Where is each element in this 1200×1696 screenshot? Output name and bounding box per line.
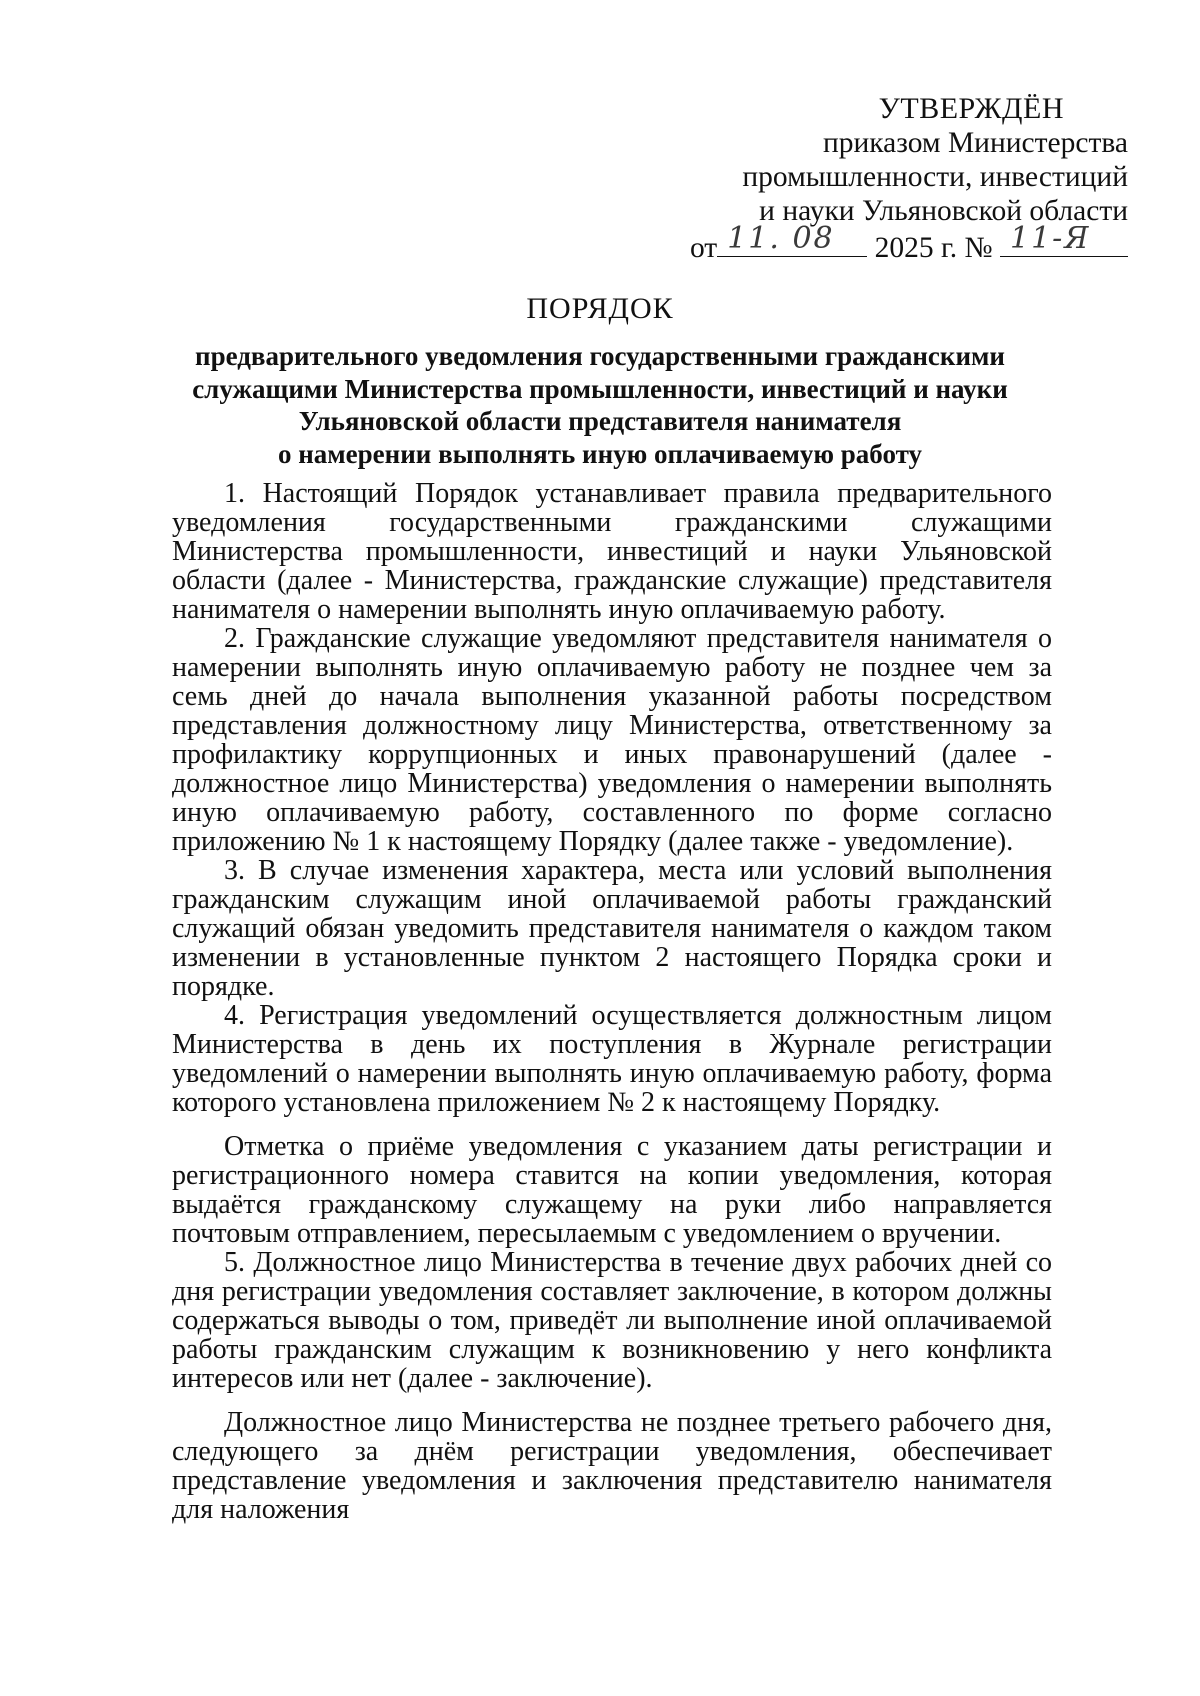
handwritten-number: 11-Я bbox=[1010, 221, 1091, 256]
date-prefix: от bbox=[689, 232, 718, 264]
paragraph-2: 2. Гражданские служащие уведомляют представителя нанимателя о намерении выполнять иную оплачиваемую работу не позднее чем за семь дней до начала выполнения указанной работы посредством представления должностному лицу Министерства, ответственному за профилактику коррупционных и иных правонарушений (далее - должностное лицо Министерства) уведомления о намерении выполнять иную оплачиваемую работу, составленного по форме согласно приложению № 1 к настоящему Порядку (далее также - уведомление). bbox=[172, 623, 1052, 857]
approval-stamp bbox=[658, 92, 1128, 265]
number-blank bbox=[1000, 221, 1128, 257]
year-text: 2025 г. № bbox=[874, 232, 993, 264]
title-subtitle-line: Ульяновской области представителя нанимателя bbox=[298, 406, 902, 436]
approval-line-3: и науки Ульяновской области bbox=[759, 195, 1128, 227]
approval-line-1: приказом Министерства bbox=[822, 127, 1128, 159]
approval-line-2: промышленности, инвестиций bbox=[742, 161, 1128, 193]
title-subtitle-line: служащими Министерства промышленности, инвестиций и науки bbox=[192, 373, 1008, 404]
paragraph-5-continuation: Должностное лицо Министерства не позднее третьего рабочего дня, следующего за днём регистрации уведомления, обеспечивает представление уведомления и заключения представителю нанимателя для наложения bbox=[172, 1407, 1052, 1525]
paragraph-4-mark: Отметка о приёме уведомления с указанием даты регистрации и регистрационного номера ставится на копии уведомления, которая выдаётся гражданскому служащему на руки либо направляется почтовым отправлением, пересылаемым с уведомлением о вручении. bbox=[172, 1131, 1052, 1249]
paragraph-4: 4. Регистрация уведомлений осуществляется должностным лицом Министерства в день их поступления в Журнале регистрации уведомлений о намерении выполнять иную оплачиваемую работу, форма которого установлена приложением № 2 к настоящему Порядку. bbox=[172, 1000, 1052, 1118]
approval-date-line bbox=[658, 221, 1128, 265]
date-blank bbox=[717, 221, 867, 257]
paragraph-1: 1. Настоящий Порядок устанавливает правила предварительного уведомления государственными гражданскими служащими Министерства промышленности, инвестиций и науки Ульяновской области (далее - Министерства, гражданские служащие) представителя нанимателя о намерении выполнять иную оплачиваемую работу. bbox=[172, 478, 1052, 625]
paragraph-5: 5. Должностное лицо Министерства в течение двух рабочих дней со дня регистрации уведомления составляет заключение, в котором должны содержаться выводы о том, приведёт ли выполнение иной оплачиваемой работы гражданским служащим к возникновению у него конфликта интересов или нет (далее - заключение). bbox=[172, 1247, 1052, 1394]
title-subtitle-line: предварительного уведомления государственными гражданскими bbox=[195, 341, 1005, 371]
paragraph-3: 3. В случае изменения характера, места или условий выполнения гражданским служащим иной оплачиваемой работы гражданский служащий обязан уведомить представителя нанимателя о каждом таком изменении в установленные пунктом 2 настоящего Порядка сроки и порядке. bbox=[172, 855, 1052, 1002]
document-body bbox=[172, 479, 1052, 1524]
title-heading: ПОРЯДОК bbox=[526, 292, 674, 325]
handwritten-date: 11. 08 bbox=[727, 221, 835, 256]
approval-heading: УТВЕРЖДЁН bbox=[878, 92, 1064, 125]
title-subtitle-line: о намерении выполнять иную оплачиваемую работу bbox=[277, 438, 923, 469]
document-title bbox=[100, 292, 1100, 470]
